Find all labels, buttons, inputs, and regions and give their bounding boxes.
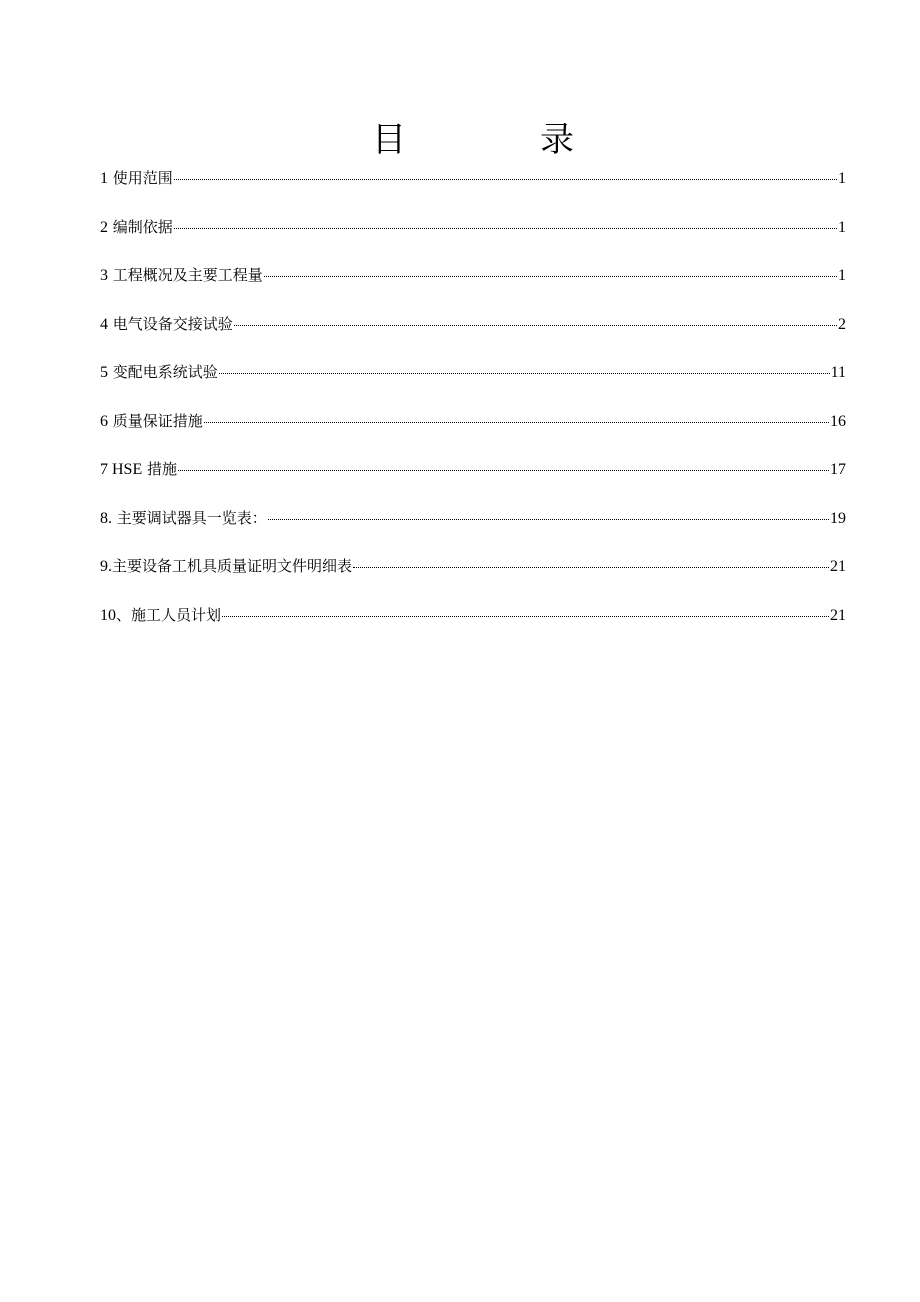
toc-entry[interactable]	[100, 455, 846, 504]
toc-entry-page: 1	[838, 267, 846, 284]
toc-entry-text: 变配电系统试验	[112, 363, 218, 381]
toc-entry-label	[100, 213, 173, 242]
toc-leader-dots	[174, 227, 837, 229]
toc-leader-dots	[174, 178, 837, 180]
toc-leader-dots	[222, 615, 829, 617]
toc-entry-page: 11	[830, 364, 846, 381]
toc-entry-page: 1	[838, 170, 846, 187]
toc-leader-dots	[234, 324, 837, 326]
toc-entry-page: 16	[830, 412, 846, 430]
toc-entry-text: 主要设备工机具质量证明文件明细表	[112, 557, 353, 575]
toc-entry[interactable]	[100, 164, 846, 213]
toc-entry-page: 21	[830, 558, 846, 575]
toc-entry-text: 质量保证措施	[112, 411, 203, 430]
toc-title-char-1: 目	[372, 120, 406, 160]
toc-entry-number: 4	[100, 315, 108, 333]
toc-entry-text: 主要调试器具一览表：	[116, 508, 267, 527]
toc-entry-label	[100, 504, 267, 533]
toc-leader-dots	[219, 372, 830, 374]
toc-entry-label	[100, 358, 218, 387]
toc-leader-dots	[268, 518, 829, 520]
toc-entry-label	[100, 310, 233, 339]
toc-title-char-2: 录	[540, 120, 574, 160]
toc-leader-dots	[264, 275, 837, 277]
toc-entry-page: 17	[830, 461, 846, 478]
toc-entry-number: 1	[100, 170, 108, 187]
toc-entry-page: 1	[838, 218, 846, 236]
toc-entry-label	[100, 455, 177, 484]
toc-title	[0, 118, 920, 162]
toc-entry[interactable]	[100, 601, 846, 650]
toc-leader-dots	[178, 469, 829, 471]
toc-entry-number: 6	[100, 412, 108, 430]
toc-list	[100, 164, 846, 649]
toc-entry-label	[100, 261, 263, 290]
toc-entry-label	[100, 407, 203, 436]
toc-entry-page: 2	[838, 315, 846, 333]
toc-entry[interactable]	[100, 358, 846, 407]
toc-entry[interactable]	[100, 552, 846, 601]
toc-leader-dots	[353, 566, 829, 568]
toc-entry-text: 电气设备交接试验	[112, 314, 233, 333]
toc-entry-label	[100, 601, 221, 630]
toc-entry-number: 9.	[100, 558, 112, 575]
toc-entry-number: 10	[100, 606, 116, 624]
toc-entry-number: 3	[100, 267, 108, 284]
toc-entry[interactable]	[100, 407, 846, 456]
toc-entry-text: 措施	[147, 460, 178, 478]
toc-entry-text: 、施工人员计划	[116, 605, 222, 624]
toc-entry-number: 2	[100, 218, 108, 236]
toc-entry-number: 8.	[100, 509, 112, 527]
toc-entry-page: 19	[830, 509, 846, 527]
toc-entry-number: 5	[100, 364, 108, 381]
toc-entry[interactable]	[100, 310, 846, 359]
toc-entry-text: 编制依据	[112, 217, 173, 236]
toc-entry-label	[100, 552, 352, 581]
toc-entry[interactable]	[100, 504, 846, 553]
toc-entry-text: 工程概况及主要工程量	[112, 266, 263, 284]
toc-entry-number: 7 HSE	[100, 461, 143, 478]
toc-entry-page: 21	[830, 606, 846, 624]
toc-entry-text: 使用范围	[112, 169, 173, 187]
toc-entry[interactable]	[100, 261, 846, 310]
toc-entry-label	[100, 164, 173, 193]
toc-entry[interactable]	[100, 213, 846, 262]
toc-leader-dots	[204, 421, 829, 423]
